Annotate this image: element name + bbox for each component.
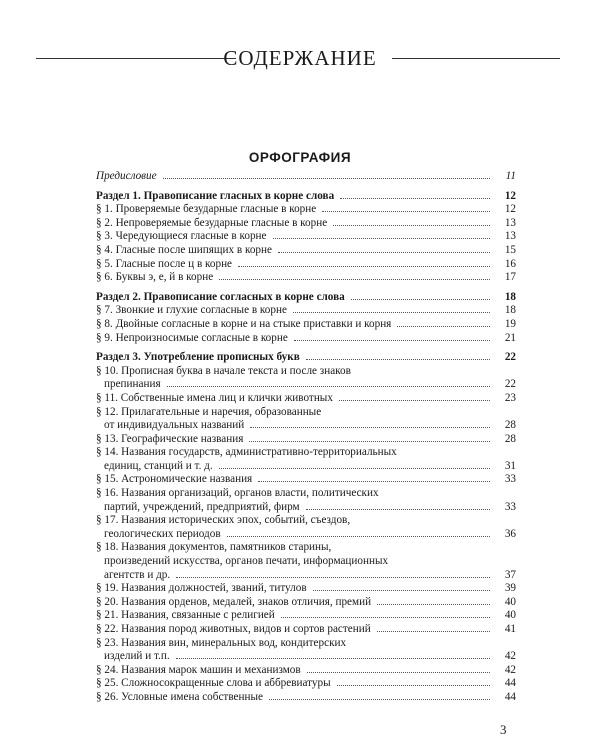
- toc-entry: [96, 244, 516, 258]
- toc-entry: [96, 691, 516, 705]
- toc-entry-title: § 8. Двойные согласные в корне и на стыке приставки и корня: [96, 317, 392, 330]
- toc-page-number: 18: [504, 290, 516, 303]
- toc-entry-title: § 15. Астрономические названия: [96, 473, 253, 486]
- toc-page-number: 42: [504, 663, 516, 676]
- toc-page-number: 13: [504, 230, 516, 243]
- toc-entry: [96, 406, 516, 420]
- toc-entry-title: Раздел 3. Употребление прописных букв: [96, 351, 300, 364]
- toc-entry-title: § 14. Названия государств, административно-территориальных: [96, 446, 397, 459]
- toc-page-number: 13: [504, 216, 516, 229]
- toc-entry: [96, 664, 516, 678]
- toc-entry-title: геологических периодов: [104, 527, 221, 540]
- toc-leader-dots: [333, 225, 490, 226]
- toc-entry-title: § 26. Условные имена собственные: [96, 690, 263, 703]
- toc-entry-title: препинания: [104, 378, 161, 391]
- toc-entry-title: § 11. Собственные имена лиц и клички животных: [96, 391, 333, 404]
- toc-entry: [96, 318, 516, 332]
- toc-entry-title: § 23. Названия вин, минеральных вод, кондитерских: [96, 636, 347, 649]
- toc-entry: [96, 637, 516, 651]
- toc-leader-dots: [176, 577, 490, 578]
- toc-entry: [96, 217, 516, 231]
- toc-leader-dots: [250, 427, 490, 428]
- toc-page-number: 22: [504, 351, 516, 364]
- toc-entry: [96, 609, 516, 623]
- toc-entry: [96, 419, 516, 433]
- toc-leader-dots: [281, 617, 490, 618]
- toc-entry: [96, 623, 516, 637]
- toc-entry-title: § 25. Сложносокращенные слова и аббревиатуры: [96, 677, 331, 690]
- toc-leader-dots: [337, 685, 490, 686]
- toc-entry: [96, 271, 516, 285]
- toc-leader-dots: [219, 468, 490, 469]
- toc-entry-title: § 18. Названия документов, памятников старины,: [96, 541, 332, 554]
- toc-entry: [96, 514, 516, 528]
- toc-leader-dots: [339, 400, 490, 401]
- toc-entry: [96, 230, 516, 244]
- contents-header: [0, 46, 600, 70]
- toc-leader-dots: [351, 299, 490, 300]
- toc-entry-title: § 7. Звонкие и глухие согласные в корне: [96, 304, 287, 317]
- toc-entry-title: § 1. Проверяемые безударные гласные в корне: [96, 203, 317, 216]
- toc-entry: [96, 528, 516, 542]
- toc-entry: [96, 582, 516, 596]
- toc-entry: [96, 392, 516, 406]
- toc-entry: [96, 596, 516, 610]
- toc-leader-dots: [294, 340, 490, 341]
- toc-leader-dots: [167, 386, 490, 387]
- toc-page-number: 23: [504, 391, 516, 404]
- toc-leader-dots: [293, 312, 490, 313]
- table-of-contents: [96, 170, 516, 705]
- toc-entry-title: § 5. Гласные после ц в корне: [96, 257, 233, 270]
- toc-entry: [96, 650, 516, 664]
- toc-entry-title: § 24. Названия марок машин и механизмов: [96, 663, 301, 676]
- toc-page-number: 40: [504, 595, 516, 608]
- toc-page-number: 15: [504, 243, 516, 256]
- toc-page-number: 37: [504, 568, 516, 581]
- toc-entry-title: Предисловие: [96, 170, 157, 182]
- page-number: 3: [500, 722, 507, 737]
- toc-section-row: [96, 190, 516, 204]
- toc-entry-title: § 4. Гласные после шипящих в корне: [96, 243, 272, 256]
- toc-entry: [96, 203, 516, 217]
- toc-entry-title: произведений искусства, органов печати, информационных: [104, 555, 389, 568]
- toc-page-number: 39: [504, 582, 516, 595]
- toc-entry-title: § 21. Названия, связанные с религией: [96, 609, 275, 622]
- toc-entry-title: § 22. Названия пород животных, видов и сортов растений: [96, 623, 371, 635]
- toc-leader-dots: [397, 326, 490, 327]
- toc-page-number: 11: [505, 170, 516, 182]
- toc-page-number: 28: [504, 419, 516, 432]
- toc-leader-dots: [273, 238, 490, 239]
- toc-entry-title: § 16. Названия организаций, органов власти, политических: [96, 487, 379, 500]
- toc-page-number: 31: [504, 459, 516, 472]
- toc-page-number: 33: [504, 500, 516, 513]
- toc-page-number: 44: [504, 677, 516, 690]
- toc-entry-title: § 3. Чередующиеся гласные в корне: [96, 230, 267, 243]
- toc-leader-dots: [377, 604, 490, 605]
- toc-page-number: 19: [504, 317, 516, 330]
- toc-entry-title: § 12. Прилагательные и наречия, образованные: [96, 405, 322, 418]
- toc-page-number: 44: [504, 690, 516, 703]
- toc-entry-title: § 2. Непроверяемые безударные гласные в корне: [96, 216, 328, 229]
- toc-page-number: 33: [504, 473, 516, 486]
- toc-entry-title: изделий и т.п.: [104, 650, 170, 663]
- toc-section-row: [96, 351, 516, 365]
- contents-title: СОДЕРЖАНИЕ: [223, 46, 377, 70]
- toc-leader-dots: [340, 198, 490, 199]
- toc-page-number: 28: [504, 432, 516, 445]
- toc-page-number: 40: [504, 609, 516, 622]
- toc-entry: [96, 501, 516, 515]
- toc-page-number: 12: [504, 203, 516, 216]
- toc-entry: [96, 378, 516, 392]
- toc-page-number: 42: [504, 650, 516, 663]
- toc-entry: [96, 473, 516, 487]
- toc-entry: [96, 304, 516, 318]
- toc-entry-title: § 6. Буквы э, е, й в корне: [96, 271, 214, 284]
- toc-entry-title: § 17. Названия исторических эпох, событий, съездов,: [96, 514, 351, 527]
- toc-entry: [96, 365, 516, 379]
- toc-leader-dots: [176, 658, 490, 659]
- toc-leader-dots: [278, 252, 490, 253]
- section-title: ОРФОГРАФИЯ: [248, 150, 352, 165]
- toc-page-number: 22: [504, 378, 516, 391]
- toc-page-number: 16: [504, 257, 516, 270]
- toc-entry: [96, 569, 516, 583]
- toc-entry-title: агентств и др.: [104, 568, 171, 581]
- toc-entry: [96, 541, 516, 555]
- toc-leader-dots: [306, 509, 490, 510]
- toc-leader-dots: [269, 699, 490, 700]
- toc-entry-title: Раздел 1. Правописание гласных в корне слова: [96, 189, 335, 202]
- toc-entry: [96, 332, 516, 346]
- toc-entry: [96, 487, 516, 501]
- toc-leader-dots: [322, 211, 490, 212]
- toc-entry-title: § 13. Географические названия: [96, 432, 244, 445]
- toc-page-number: 41: [504, 623, 516, 635]
- toc-page-number: 36: [504, 527, 516, 540]
- header-right-rule: [392, 58, 560, 59]
- toc-entry-title: § 10. Прописная буква в начале текста и после знаков: [96, 364, 351, 377]
- toc-leader-dots: [249, 441, 490, 442]
- toc-entry: [96, 460, 516, 474]
- toc-entry-title: § 9. Непроизносимые согласные в корне: [96, 331, 288, 344]
- toc-leader-dots: [307, 672, 490, 673]
- toc-leader-dots: [258, 481, 490, 482]
- toc-page-number: 18: [504, 304, 516, 317]
- toc-entry: [96, 677, 516, 691]
- toc-entry-title: Раздел 2. Правописание согласных в корне слова: [96, 290, 345, 303]
- toc-page-number: 12: [504, 189, 516, 202]
- toc-entry: [96, 555, 516, 569]
- toc-page-number: 17: [504, 271, 516, 284]
- toc-leader-dots: [306, 359, 490, 360]
- toc-entry-title: § 20. Названия орденов, медалей, знаков отличия, премий: [96, 595, 372, 608]
- toc-entry-title: партий, учреждений, предприятий, фирм: [104, 500, 300, 513]
- toc-entry-title: от индивидуальных названий: [104, 419, 245, 432]
- toc-entry: [96, 170, 516, 184]
- toc-leader-dots: [163, 178, 490, 179]
- toc-page-number: 21: [504, 331, 516, 344]
- toc-leader-dots: [313, 590, 490, 591]
- toc-entry: [96, 433, 516, 447]
- toc-entry: [96, 258, 516, 272]
- toc-entry-title: § 19. Названия должностей, званий, титулов: [96, 582, 307, 595]
- toc-leader-dots: [377, 631, 490, 632]
- toc-leader-dots: [219, 279, 490, 280]
- toc-leader-dots: [227, 536, 490, 537]
- toc-section-row: [96, 291, 516, 305]
- toc-entry: [96, 446, 516, 460]
- toc-entry-title: единиц, станций и т. д.: [104, 459, 213, 472]
- toc-leader-dots: [238, 266, 490, 267]
